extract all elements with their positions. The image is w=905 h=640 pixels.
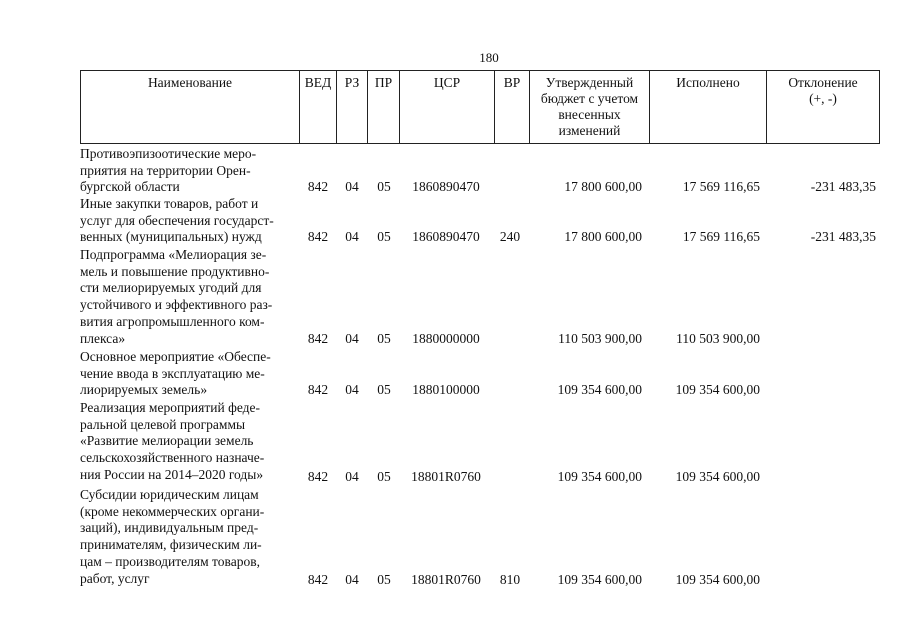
row-budget: 109 354 600,00 bbox=[557, 469, 642, 484]
row-csr: 1880100000 bbox=[412, 382, 480, 397]
row-csr: 1880000000 bbox=[412, 331, 480, 346]
row-done: 110 503 900,00 bbox=[676, 331, 760, 346]
row-csr: 18801R0760 bbox=[411, 572, 481, 587]
row-rz: 04 bbox=[345, 229, 359, 244]
row-name: Основное мероприятие «Обеспе- чение ввода в эксплуатацию ме- лиорируемых земель» bbox=[80, 349, 271, 398]
row-done: 17 569 116,65 bbox=[682, 229, 760, 244]
row-rz: 04 bbox=[345, 179, 359, 194]
row-rz: 04 bbox=[345, 572, 359, 587]
row-rz: 04 bbox=[345, 331, 359, 346]
row-name: Иные закупки товаров, работ и услуг для обеспечения государст- венных (муниципальных) нужд bbox=[80, 196, 274, 245]
row-budget: 17 800 600,00 bbox=[564, 229, 642, 244]
row-done: 109 354 600,00 bbox=[675, 469, 760, 484]
row-pr: 05 bbox=[377, 382, 391, 397]
row-deviation: -231 483,35 bbox=[810, 179, 876, 194]
header-vr: ВР bbox=[495, 71, 530, 143]
header-csr: ЦСР bbox=[400, 71, 495, 143]
row-budget: 109 354 600,00 bbox=[557, 382, 642, 397]
row-ved: 842 bbox=[307, 572, 329, 587]
row-ved: 842 bbox=[307, 331, 329, 346]
row-deviation: -231 483,35 bbox=[810, 229, 876, 244]
page-number: 180 bbox=[479, 50, 499, 65]
row-budget: 110 503 900,00 bbox=[558, 331, 642, 346]
row-csr: 18801R0760 bbox=[411, 469, 481, 484]
row-ved: 842 bbox=[307, 179, 329, 194]
row-name: Субсидии юридическим лицам (кроме некоммерческих органи- заций), индивидуальным пред- принимателям, физическим ли- цам – производителям товаров, работ, услуг bbox=[80, 487, 265, 586]
row-vr: 240 bbox=[499, 229, 521, 244]
row-pr: 05 bbox=[377, 229, 391, 244]
row-name: Подпрограмма «Мелиорация зе- мель и повышение продуктивно- сти мелиорируемых угодий для устойчивого и эффективного раз- вития агропромышленного ком- плекса» bbox=[80, 247, 273, 346]
row-done: 17 569 116,65 bbox=[682, 179, 760, 194]
row-done: 109 354 600,00 bbox=[675, 382, 760, 397]
row-ved: 842 bbox=[307, 229, 329, 244]
header-name: Наименование bbox=[81, 71, 300, 143]
row-ved: 842 bbox=[307, 382, 329, 397]
header-rz: РЗ bbox=[337, 71, 368, 143]
row-csr: 1860890470 bbox=[412, 179, 480, 194]
row-pr: 05 bbox=[377, 572, 391, 587]
row-csr: 1860890470 bbox=[412, 229, 480, 244]
row-name: Противоэпизоотические меро- приятия на территории Орен- бургской области bbox=[80, 146, 257, 195]
header-deviation: Отклонение (+, -) bbox=[788, 75, 858, 106]
row-budget: 17 800 600,00 bbox=[564, 179, 642, 194]
header-pr: ПР bbox=[368, 71, 400, 143]
row-budget: 109 354 600,00 bbox=[557, 572, 642, 587]
table-header bbox=[80, 70, 880, 144]
header-ved: ВЕД bbox=[300, 71, 337, 143]
header-budget: Утвержденный бюджет с учетом внесенных изменений bbox=[530, 71, 650, 143]
row-ved: 842 bbox=[307, 469, 329, 484]
row-pr: 05 bbox=[377, 179, 391, 194]
row-done: 109 354 600,00 bbox=[675, 572, 760, 587]
row-pr: 05 bbox=[377, 331, 391, 346]
row-rz: 04 bbox=[345, 469, 359, 484]
header-done: Исполнено bbox=[650, 71, 767, 143]
row-name: Реализация мероприятий федe- ральной целевой программы «Развитие мелиорации земель сельскохозяйственного назначе- ния России на 2014–2020 годы» bbox=[80, 400, 265, 482]
row-vr: 810 bbox=[499, 572, 521, 587]
row-pr: 05 bbox=[377, 469, 391, 484]
row-rz: 04 bbox=[345, 382, 359, 397]
